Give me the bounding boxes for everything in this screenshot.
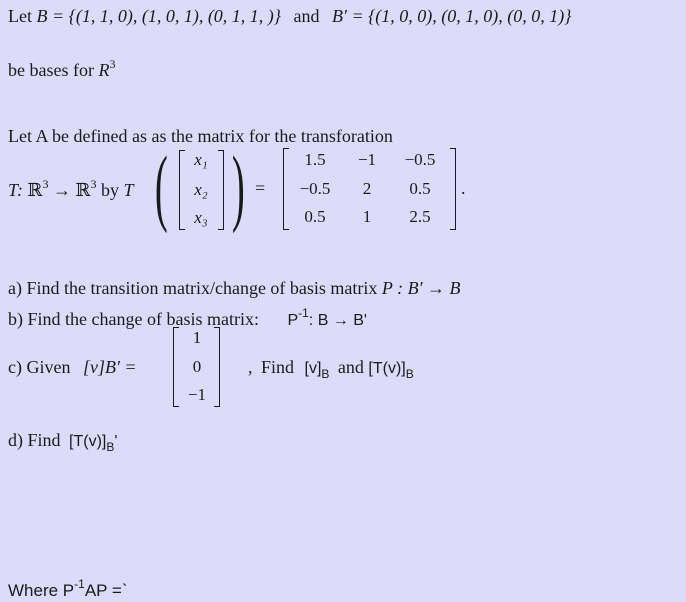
- period: .: [461, 178, 466, 198]
- r-symbol: R: [98, 60, 110, 80]
- v-cell-2: 0: [192, 357, 202, 376]
- part-d-tv-bracket: [T(v)]: [69, 433, 107, 450]
- arrow-icon: →: [52, 180, 71, 200]
- part-d-tick: ': [114, 433, 118, 450]
- matrix-cell-r2c2: 2: [362, 179, 372, 198]
- and-label: and: [293, 6, 320, 26]
- part-c-suffix: [248, 357, 414, 381]
- matrix-cell-r1c1: 1.5: [304, 150, 326, 169]
- codomain-exp: 3: [90, 177, 97, 191]
- matrix-left-bracket: [283, 148, 289, 230]
- let-label: Let: [8, 6, 32, 26]
- v-cell-3: −1: [187, 385, 207, 404]
- matrix-cell-r1c3: −0.5: [404, 150, 436, 169]
- matrix-cell-r1c2: −1: [357, 150, 377, 169]
- where-line: [8, 577, 128, 601]
- where-rest: AP =`: [84, 581, 128, 600]
- left-paren: (: [154, 138, 168, 234]
- x-vector-right-bracket: [218, 150, 224, 230]
- basis-b-prime: B′ = {(1, 0, 0), (0, 1, 0), (0, 0, 1)}: [332, 6, 572, 26]
- matrix-cell-r3c2: 1: [362, 207, 372, 226]
- x2-cell: x₂: [194, 180, 208, 199]
- matrix-cell-r3c3: 2.5: [409, 207, 431, 226]
- part-c-prefix: [8, 357, 137, 378]
- basis-definition-line: [8, 6, 571, 27]
- v-vector-left-bracket: [173, 327, 179, 407]
- t-symbol: T: [123, 180, 134, 200]
- transformation-label: [8, 177, 133, 201]
- domain-r: ℝ: [27, 180, 43, 200]
- r-exponent: 3: [109, 57, 116, 71]
- part-a-text: a) Find the transition matrix/change of basis matrix: [8, 278, 378, 298]
- matrix-definition-line: [8, 126, 393, 147]
- matrix-definition-text: Let A be defined as as the matrix for the transforation: [8, 126, 393, 146]
- v-cell-1: 1: [192, 328, 202, 347]
- bases-for-text: be bases for: [8, 60, 94, 80]
- p-exponent: -1: [298, 306, 309, 320]
- v-in-b: [304, 360, 330, 381]
- part-d: [8, 430, 117, 454]
- part-b-text: b) Find the change of basis matrix:: [8, 309, 259, 329]
- matrix-cell-r2c3: 0.5: [409, 179, 431, 198]
- x-vector-left-bracket: [179, 150, 185, 230]
- part-d-tv: [69, 433, 118, 454]
- v-b-prime: [v]B′ =: [82, 357, 137, 377]
- part-a-math: P : B′ → B: [381, 278, 461, 298]
- right-paren: ): [231, 138, 245, 234]
- part-c-and: and: [337, 357, 364, 377]
- tv-sub-b: B: [405, 367, 414, 381]
- v-sub-b: B: [321, 367, 330, 381]
- v-vector-right-bracket: [214, 327, 220, 407]
- part-c-find: Find: [261, 357, 295, 377]
- part-a: [8, 278, 461, 299]
- p-symbol: P: [287, 312, 299, 329]
- p-inverse-map: : B → B': [308, 312, 367, 329]
- codomain-r: ℝ: [75, 180, 91, 200]
- basis-b: B = {(1, 1, 0), (1, 0, 1), (0, 1, 1, )}: [36, 6, 282, 26]
- v-bracket: [v]: [304, 360, 322, 377]
- part-d-text: d) Find: [8, 430, 61, 450]
- t-prefix: T:: [8, 180, 24, 200]
- part-d-sub-b: B: [106, 440, 115, 454]
- x3-cell: x₃: [194, 208, 208, 227]
- tv-bracket: [T(v)]: [368, 360, 406, 377]
- part-c-comma: ,: [248, 357, 253, 377]
- part-b: [8, 306, 367, 330]
- where-exp: -1: [74, 577, 85, 591]
- tv-in-b: [368, 360, 414, 381]
- p-inverse: [287, 306, 367, 329]
- where-text: Where P: [8, 581, 75, 600]
- bases-for-line: [8, 57, 115, 81]
- matrix-cell-r3c1: 0.5: [304, 207, 326, 226]
- part-c-text: c) Given: [8, 357, 71, 377]
- domain-exp: 3: [42, 177, 49, 191]
- x1-cell: x₁: [194, 150, 208, 169]
- by-label: by: [100, 180, 119, 200]
- matrix-cell-r2c1: −0.5: [299, 179, 331, 198]
- matrix-right-bracket: [450, 148, 456, 230]
- equals-sign: =: [255, 178, 266, 198]
